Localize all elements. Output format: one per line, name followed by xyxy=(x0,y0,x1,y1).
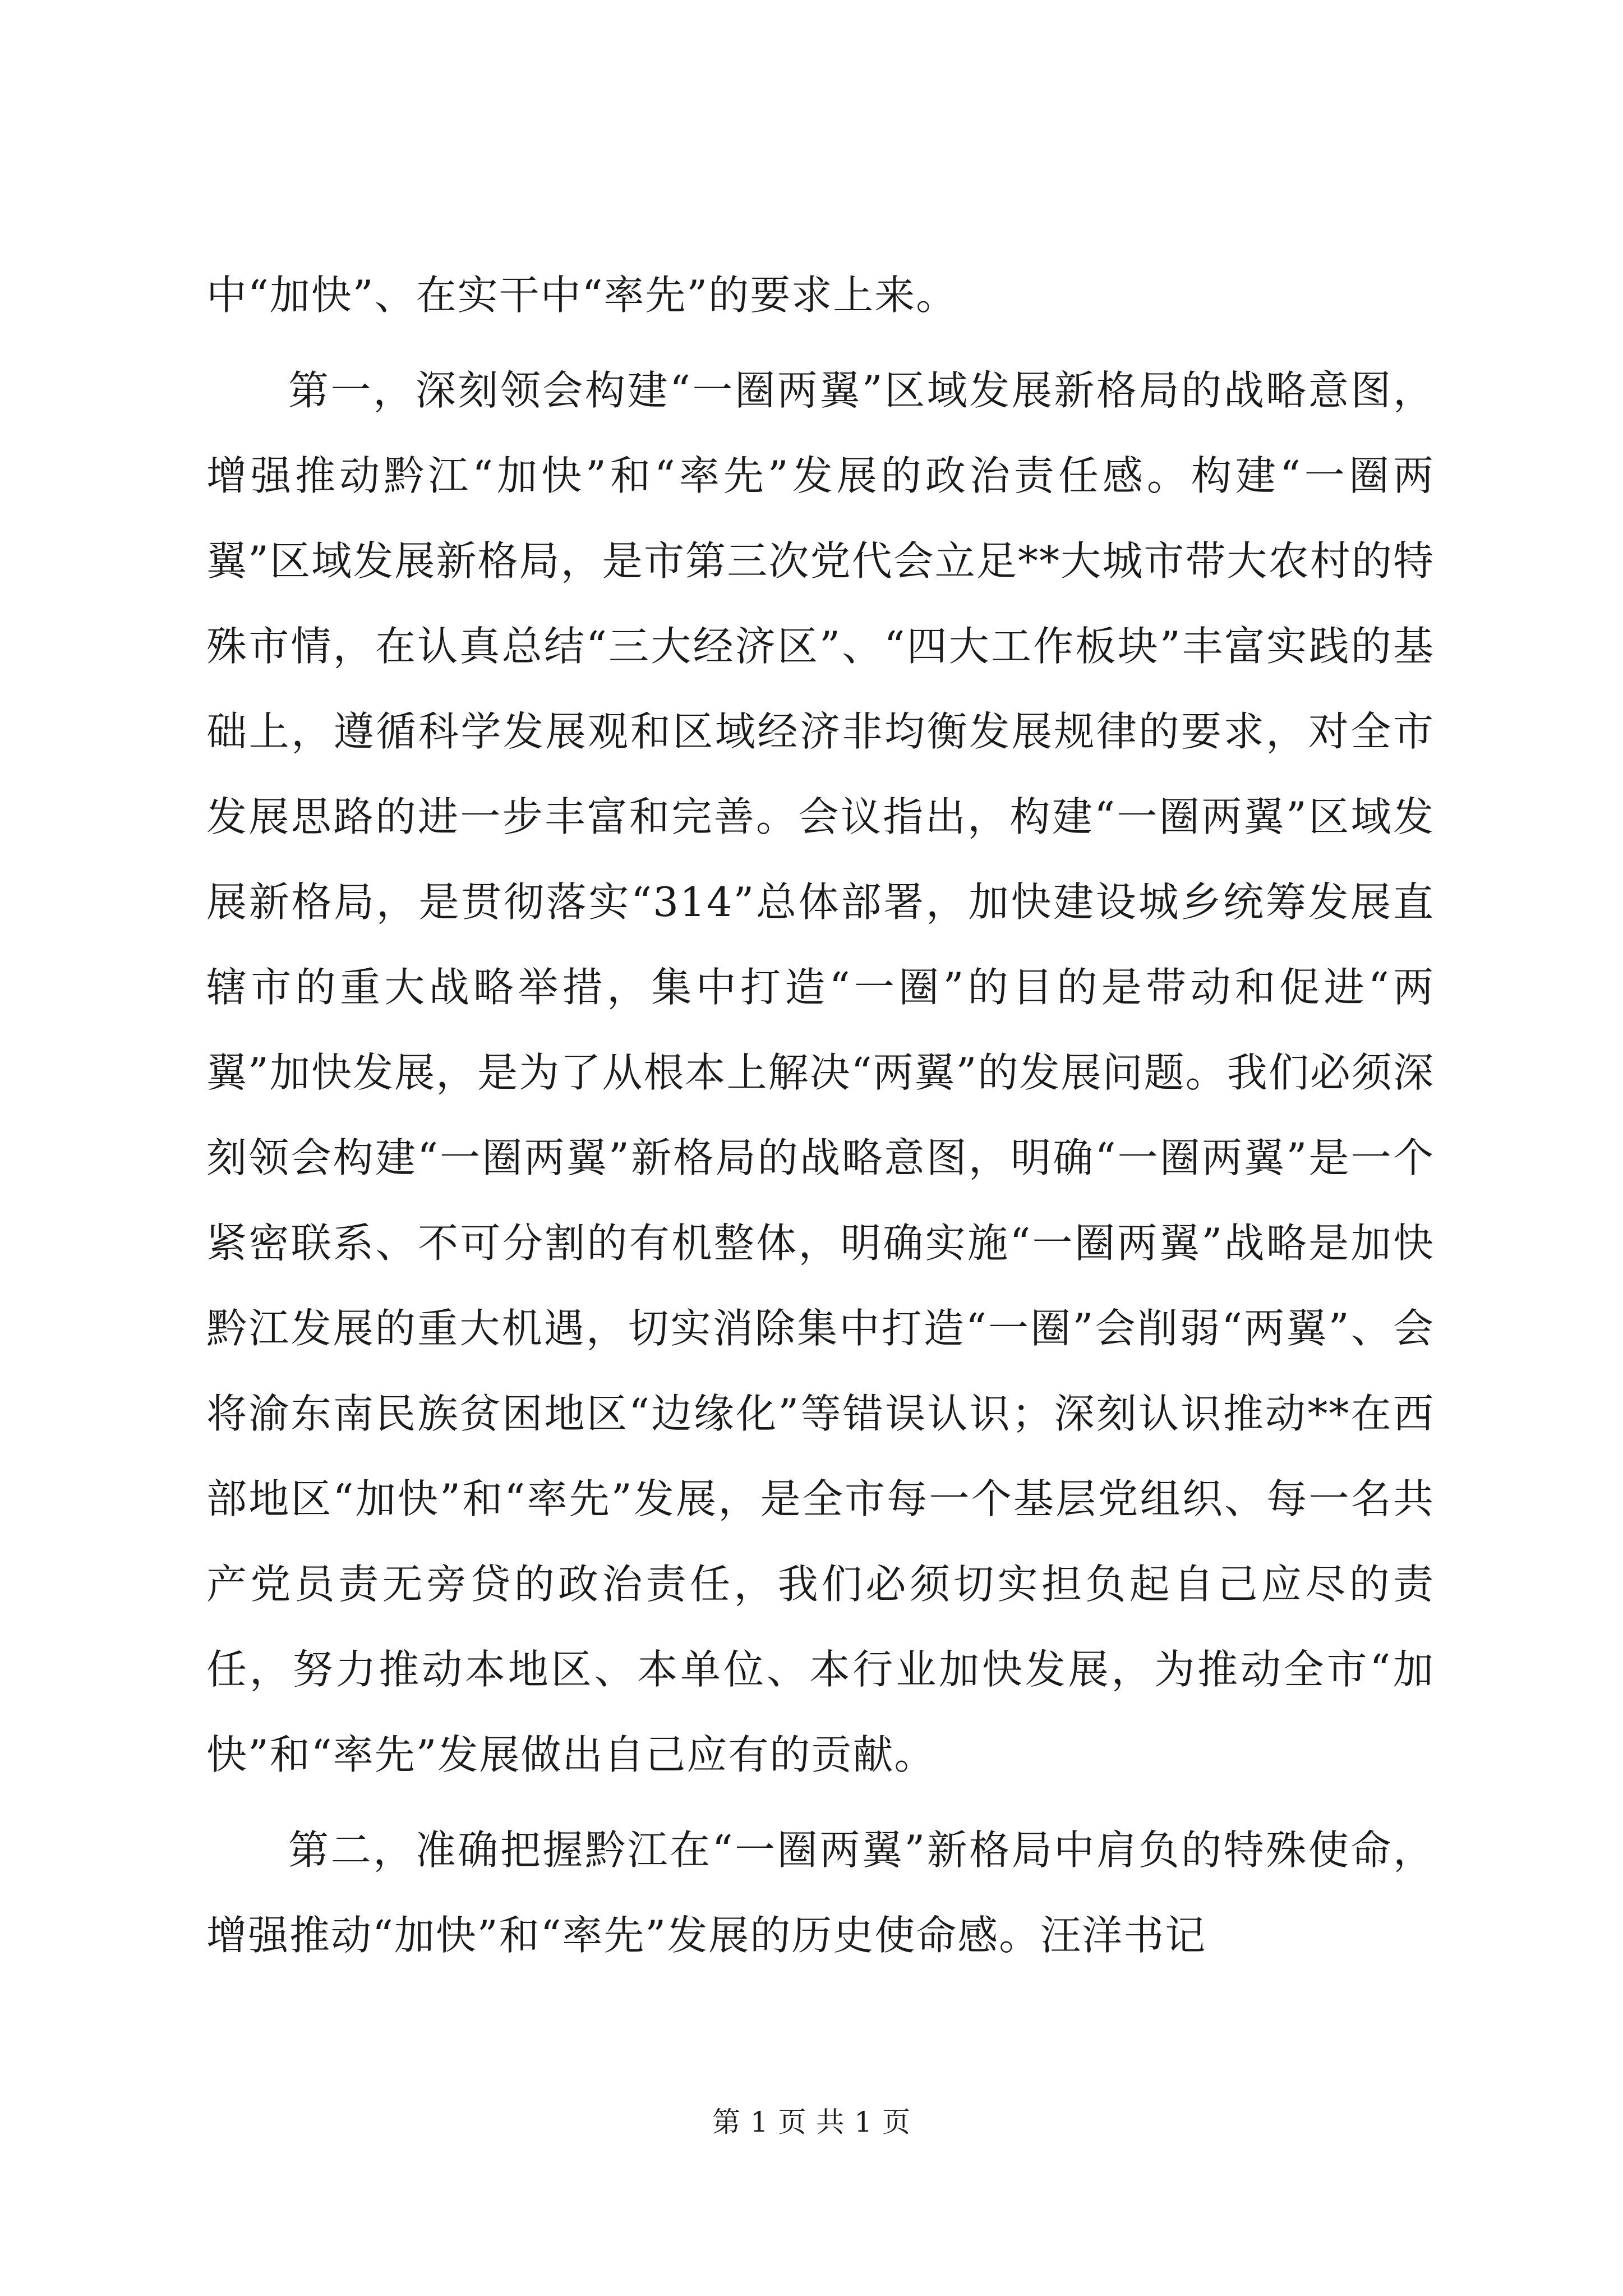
paragraph-second-point: 第二，准确把握黔江在“一圈两翼”新格局中肩负的特殊使命，增强推动“加快”和“率先”发展的历史使命感。汪洋书记 xyxy=(206,1826,1435,1959)
paragraph-first-point: 第一，深刻领会构建“一圈两翼”区域发展新格局的战略意图，增强推动黔江“加快”和“率先”发展的政治责任感。构建“一圈两翼”区域发展新格局，是市第三次党代会立足**大城市带大农村的特殊市情，在认真总结“三大经济区”、“四大工作板块”丰富实践的基础上，遵循科学发展观和区域经济非均衡发展规律的要求，对全市发展思路的进一步丰富和完善。会议指出，构建“一圈两翼”区域发展新格局，是贯彻落实“314”总体部署，加快建设城乡统筹发展直辖市的重大战略举措，集中打造“一圈”的目的是带动和促进“两翼”加快发展，是为了从根本上解决“两翼”的发展问题。我们必须深刻领会构建“一圈两翼”新格局的战略意图，明确“一圈两翼”是一个紧密联系、不可分割的有机整体，明确实施“一圈两翼”战略是加快黔江发展的重大机遇，切实消除集中打造“一圈”会削弱“两翼”、会将渝东南民族贫困地区“边缘化”等错误认识；深刻认识推动**在西部地区“加快”和“率先”发展，是全市每一个基层党组织、每一名共产党员责无旁贷的政治责任，我们必须切实担负起自己应尽的责任，努力推动本地区、本单位、本行业加快发展，为推动全市“加快”和“率先”发展做出自己应有的贡献。 xyxy=(206,367,1435,1778)
paragraph-continued: 中“加快”、在实干中“率先”的要求上来。 xyxy=(206,272,958,319)
page-number-footer: 第 1 页 共 1 页 xyxy=(712,2106,911,2138)
document-body xyxy=(206,252,1435,1978)
